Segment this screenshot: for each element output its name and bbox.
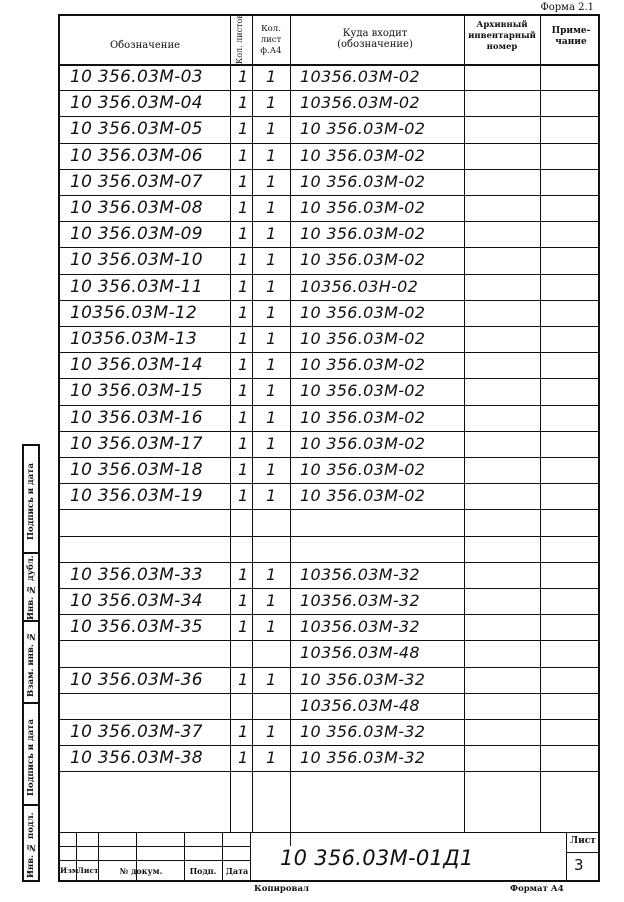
header-sheets-count: Кол. листов <box>235 14 244 64</box>
a4-cell: 1 <box>266 67 277 86</box>
designation-cell: 10 356.03М-33 <box>70 564 203 585</box>
table-row <box>60 169 598 195</box>
a4-cell: 1 <box>266 355 277 375</box>
a4-cell: 1 <box>266 669 277 689</box>
table-row <box>60 195 598 221</box>
table-row <box>60 431 598 457</box>
table-row <box>60 562 598 588</box>
included-cell: 10 356.03М-02 <box>300 250 426 270</box>
a4-cell: 1 <box>266 381 277 401</box>
sheets-cell: 1 <box>238 119 249 139</box>
designation-cell: 10 356.03М-38 <box>70 748 203 769</box>
stamp-col-change: Изм <box>60 866 79 875</box>
designation-cell: 10 356.03М-37 <box>70 722 203 742</box>
included-cell: 10356.03Н-02 <box>300 276 419 296</box>
a4-cell: 1 <box>266 276 277 296</box>
a4-cell: 1 <box>266 145 277 165</box>
designation-cell: 10356.03М-13 <box>70 329 198 349</box>
designation-cell: 10 356.03М-08 <box>70 198 203 218</box>
table-row <box>60 457 598 483</box>
table-row <box>60 588 598 614</box>
designation-cell: 10 356.03М-05 <box>70 119 203 140</box>
a4-cell: 1 <box>266 407 277 427</box>
stamp-col-doc: № докум. <box>119 866 163 876</box>
included-cell: 10 356.03М-02 <box>300 433 426 453</box>
table-row <box>60 247 598 273</box>
included-cell: 10 356.03М-02 <box>300 119 426 139</box>
table-row <box>60 64 598 90</box>
a4-cell: 1 <box>266 722 277 741</box>
included-cell: 10 356.03М-32 <box>300 748 426 768</box>
included-cell: 10 356.03М-02 <box>300 460 426 479</box>
table-row <box>60 405 598 431</box>
stamp-sheet-label: Лист <box>570 836 596 846</box>
sheets-cell: 1 <box>238 433 249 453</box>
a4-cell: 1 <box>266 460 277 479</box>
side-inv-orig: Инв. № подл. <box>22 804 40 882</box>
a4-cell: 1 <box>266 617 277 637</box>
sheets-cell: 1 <box>238 460 249 479</box>
stamp-col-sheet: Лист <box>77 866 99 875</box>
sheets-cell: 1 <box>238 145 249 165</box>
a4-cell: 1 <box>266 119 277 139</box>
a4-cell: 1 <box>266 591 277 610</box>
included-cell: 10356.03М-32 <box>300 591 420 610</box>
table-row <box>60 274 598 300</box>
a4-cell: 1 <box>266 171 277 191</box>
designation-cell: 10 356.03М-06 <box>70 145 203 166</box>
included-cell: 10 356.03М-02 <box>300 381 426 401</box>
table-row <box>60 300 598 326</box>
included-cell: 10356.03М-02 <box>300 67 420 86</box>
table-row <box>60 221 598 247</box>
designation-cell: 10 356.03М-11 <box>70 276 203 297</box>
included-cell: 10356.03М-48 <box>300 643 420 663</box>
sheets-cell: 1 <box>238 748 249 768</box>
sheets-cell: 1 <box>238 276 249 296</box>
designation-cell: 10 356.03М-10 <box>70 250 203 271</box>
table-row <box>60 116 598 142</box>
table-row <box>60 352 598 378</box>
stamp-col-date: Дата <box>225 866 249 876</box>
designation-cell: 10 356.03М-35 <box>70 617 203 638</box>
included-cell: 10356.03М-32 <box>300 564 420 584</box>
form-label: Форма 2.1 <box>540 2 594 13</box>
included-cell: 10356.03М-32 <box>300 617 420 637</box>
sheets-cell: 1 <box>238 591 249 610</box>
header-included-in: Куда входит (обозначение) <box>337 28 413 50</box>
designation-cell: 10 356.03М-04 <box>70 93 203 114</box>
sheets-cell: 1 <box>238 250 249 270</box>
sheets-cell: 1 <box>238 67 249 86</box>
table-row <box>60 483 598 509</box>
a4-cell: 1 <box>266 250 277 270</box>
included-cell: 10 356.03М-02 <box>300 329 426 348</box>
side-sign-date-top: Подпись и дата <box>22 444 40 554</box>
table-row <box>60 745 598 771</box>
sheets-cell: 1 <box>238 617 249 637</box>
side-vzam-inv: Взам. инв. № <box>22 620 40 704</box>
stamp-document-number: 10 356.03М-01Д1 <box>280 846 474 870</box>
designation-cell: 10 356.03М-18 <box>70 460 203 480</box>
sheets-cell: 1 <box>238 564 249 584</box>
a4-cell: 1 <box>266 93 277 113</box>
sheets-cell: 1 <box>238 224 249 244</box>
designation-cell: 10 356.03М-17 <box>70 433 203 454</box>
included-cell: 10 356.03М-02 <box>300 171 426 191</box>
table-row <box>60 326 598 352</box>
a4-cell: 1 <box>266 302 277 322</box>
designation-cell: 10 356.03М-09 <box>70 224 203 245</box>
designation-cell: 10 356.03М-36 <box>70 669 203 690</box>
sheets-cell: 1 <box>238 302 249 322</box>
table-row <box>60 90 598 116</box>
designation-cell: 10 356.03М-03 <box>70 67 203 87</box>
header-designation: Обозначение <box>109 40 181 51</box>
sheets-cell: 1 <box>238 407 249 427</box>
designation-cell: 10356.03М-12 <box>70 302 198 323</box>
table-row <box>60 640 598 666</box>
included-cell: 10356.03М-02 <box>300 93 420 113</box>
designation-cell: 10 356.03М-19 <box>70 486 203 507</box>
sheets-cell: 1 <box>238 722 249 741</box>
included-cell: 10 356.03М-02 <box>300 355 426 375</box>
table-row <box>60 509 598 535</box>
a4-cell: 1 <box>266 748 277 768</box>
included-cell: 10 356.03М-02 <box>300 198 426 217</box>
table-row <box>60 719 598 745</box>
sheets-cell: 1 <box>238 198 249 217</box>
header-note: Приме- чание <box>551 26 591 47</box>
sheets-cell: 1 <box>238 329 249 348</box>
stamp-sheet-number: 3 <box>574 856 584 874</box>
stamp-col-sign: Подп. <box>189 866 217 876</box>
a4-cell: 1 <box>266 224 277 244</box>
included-cell: 10 356.03М-32 <box>300 669 426 689</box>
designation-cell: 10 356.03М-15 <box>70 381 203 402</box>
designation-cell: 10 356.03М-07 <box>70 171 203 192</box>
header-sheets-a4: Кол. лист ф.А4 <box>260 24 282 56</box>
included-cell: 10 356.03М-02 <box>300 145 426 165</box>
sheets-cell: 1 <box>238 669 249 689</box>
designation-cell: 10 356.03М-34 <box>70 591 203 611</box>
header-archive-number: Архивный инвентарный номер <box>468 20 536 52</box>
a4-cell: 1 <box>266 486 277 506</box>
included-cell: 10 356.03М-32 <box>300 722 426 741</box>
a4-cell: 1 <box>266 329 277 348</box>
a4-cell: 1 <box>266 433 277 453</box>
table-row <box>60 143 598 169</box>
table-row <box>60 378 598 404</box>
table-row <box>60 536 598 562</box>
main-table <box>58 14 600 882</box>
included-cell: 10 356.03М-02 <box>300 224 426 244</box>
a4-cell: 1 <box>266 564 277 584</box>
sheets-cell: 1 <box>238 381 249 401</box>
included-cell: 10 356.03М-02 <box>300 302 426 322</box>
included-cell: 10 356.03М-02 <box>300 407 426 427</box>
footer-copied: Копировал <box>254 884 309 894</box>
table-row <box>60 693 598 719</box>
sheets-cell: 1 <box>238 355 249 375</box>
designation-cell: 10 356.03М-16 <box>70 407 203 428</box>
a4-cell: 1 <box>266 198 277 217</box>
designation-cell: 10 356.03М-14 <box>70 355 203 376</box>
side-inv-dub: Инв. № дубл. <box>22 552 40 622</box>
footer-format: Формат А4 <box>510 884 564 894</box>
included-cell: 10356.03М-48 <box>300 695 420 715</box>
side-sign-date-bottom: Подпись и дата <box>22 702 40 806</box>
included-cell: 10 356.03М-02 <box>300 486 426 506</box>
table-row <box>60 667 598 693</box>
table-row <box>60 614 598 640</box>
sheets-cell: 1 <box>238 171 249 191</box>
sheets-cell: 1 <box>238 93 249 113</box>
sheets-cell: 1 <box>238 486 249 506</box>
